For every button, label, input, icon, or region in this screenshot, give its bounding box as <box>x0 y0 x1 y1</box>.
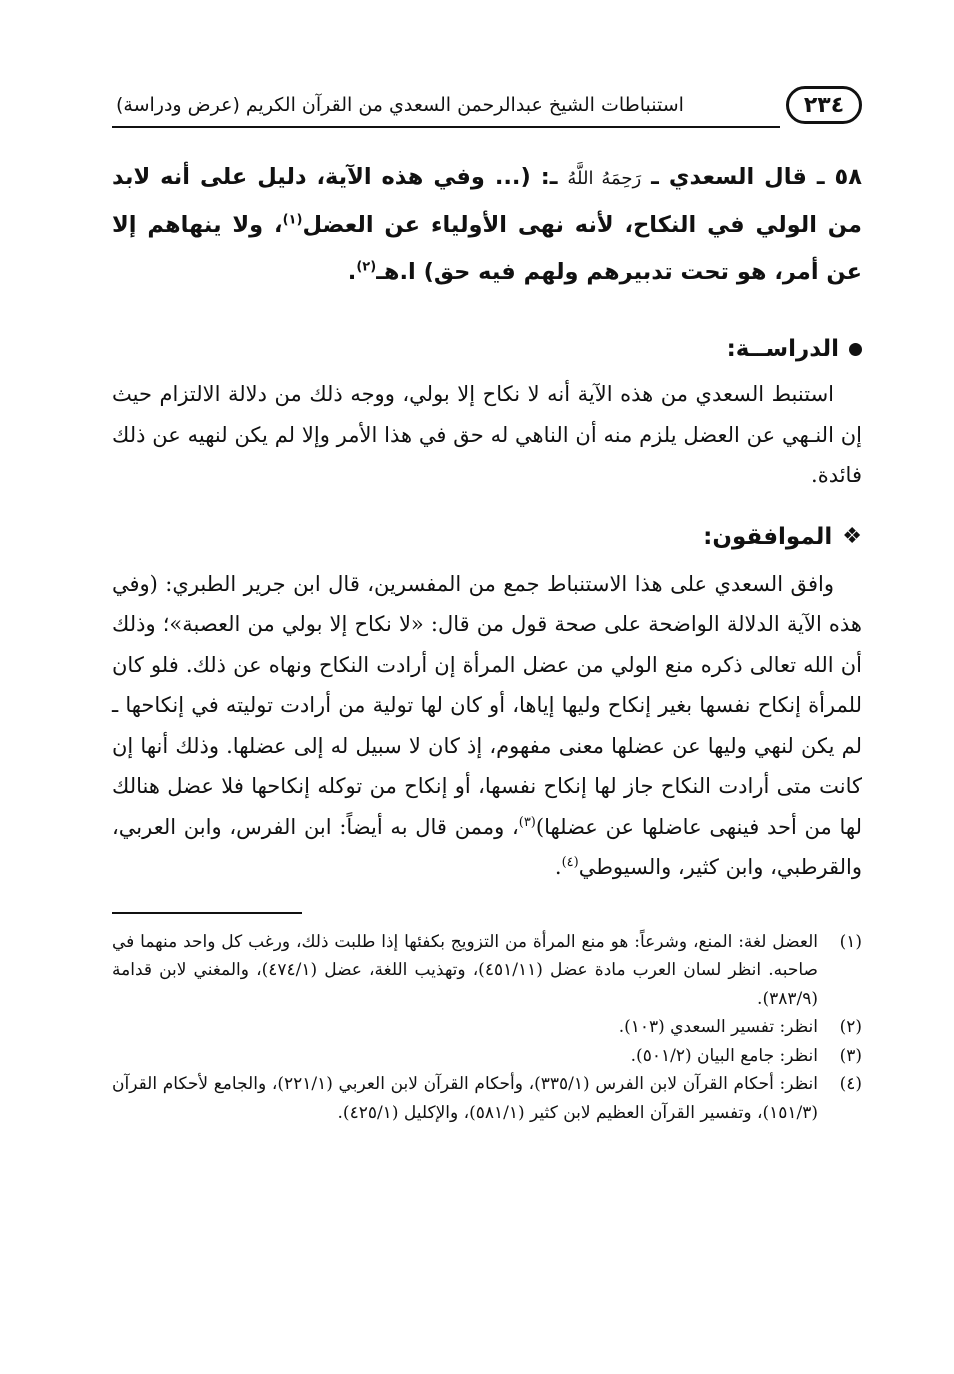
footnote-text: انظر: أحكام القرآن لابن الفرس (٣٣٥/١)، وأحكام القرآن لابن العربي (٢٢١/١)، والجامع لأحكام القرآن (١٥١/٣)، وتفسير القرآن العظيم لابن كثير (٥٨١/١)، والإكليل (٤٢٥/١). <box>112 1074 818 1123</box>
header-rule <box>112 126 780 128</box>
honorific-text: رَحِمَهُ اللَّهُ <box>567 168 642 189</box>
footnote-item <box>112 928 862 1014</box>
footnote-item <box>112 1013 862 1042</box>
agreeing-paragraph <box>112 564 862 888</box>
diamond-ornament-icon: ❖ <box>842 523 862 549</box>
page <box>112 82 862 1334</box>
footnote-text: انظر: جامع البيان (٥٠١/٢). <box>630 1045 818 1066</box>
footnote-item <box>112 1070 862 1127</box>
footnote-number: (١) <box>839 931 862 952</box>
footnotes <box>112 928 862 1128</box>
footnote-number: (٢) <box>839 1017 862 1037</box>
agreeing-text-3: . <box>554 855 562 879</box>
quote-text-1: ـ: (... وفي هذه الآية، دليل على أنه لابد من الولي في النكاح، لأنه نهى الأولياء عن العضل <box>112 164 862 238</box>
footnote-number: (٤) <box>839 1074 862 1094</box>
agreeing-heading-text: الموافقون: <box>703 523 833 550</box>
quote-lead: ٥٨ ـ قال السعدي ـ <box>651 164 862 190</box>
footnote-item <box>112 1042 862 1071</box>
page-header <box>112 82 862 128</box>
study-heading <box>112 336 862 362</box>
footnote-ref-2: (٢) <box>356 259 377 275</box>
study-paragraph: استنبط السعدي من هذه الآية أنه لا نكاح إلا بولي، ووجه ذلك من دلالة الالتزام حيث إن النـهي عن العضل يلزم منه أن الناهي له حق في هذا الأمر وإلا لم يكن لنهيه عن ذلك فائدة. <box>112 382 862 487</box>
footnote-ref-1: (١) <box>282 212 303 228</box>
page-number: ٢٣٤ <box>786 86 862 124</box>
running-title: استنباطات الشيخ عبدالرحمن السعدي من القرآن الكريم (عرض ودراسة) <box>116 94 684 116</box>
agreeing-heading <box>112 524 862 550</box>
saadi-quote <box>112 154 862 296</box>
agreeing-text-1: وافق السعدي على هذا الاستنباط جمع من المفسرين، قال ابن جرير الطبري: (وفي هذه الآية الدلالة الواضحة على صحة قول من قال: «لا نكاح إلا بولي من العصبة»؛ وذلك أن الله تعالى ذكره منع الولي من عضل المرأة إن أرادت النكاح ونهاه عن ذلك. فلو كان للمرأة إنكاح نفسها بغير إنكاح وليها إياها، أو كان لها تولية من أرادت توليته في إنكاحها ـ لم يكن لنهي وليها عن عضلها معنى مفهوم، إذ كان لا سبيل له إلى عضلها. وذلك أنها إن كانت متى أرادت النكاح جاز لها إنكاح نفسها، أو إنكاح من توكله إنكاحها فلا عضل هنالك لها من أحد فينهى عاضلها عن عضلها) <box>112 571 862 839</box>
quote-text-3: . <box>347 259 357 285</box>
footnote-ref-3: (٣) <box>518 814 536 830</box>
footnote-ref-4: (٤) <box>561 855 579 870</box>
quote-text-2: ، ولا ينهاهم إلا عن أمر، هو تحت تدبيرهم ولهم فيه حق) ا.هـ <box>112 212 862 285</box>
study-heading-text: الدراســة: <box>726 336 839 362</box>
bullet-icon <box>849 343 862 356</box>
footnote-number: (٣) <box>839 1045 862 1066</box>
footnote-text: العضل لغة: المنع، وشرعاً: هو منع المرأة من التزويج بكفئها إذا طلبت ذلك، ورغب كل واحد منهما في صاحبه. انظر لسان العرب مادة عضل (٤٥١/١١)، وتهذيب اللغة، عضل (٤٧٤/١)، والمغني لابن قدامة (٣٨٣/٩). <box>112 931 818 1009</box>
agreeing-text-2: ، وممن قال به أيضاً: ابن الفرس، وابن العربي، والقرطبي، وابن كثير، والسيوطي <box>112 814 862 879</box>
footnote-separator <box>112 912 302 914</box>
footnote-text: انظر: تفسير السعدي (١٠٣). <box>618 1017 818 1037</box>
